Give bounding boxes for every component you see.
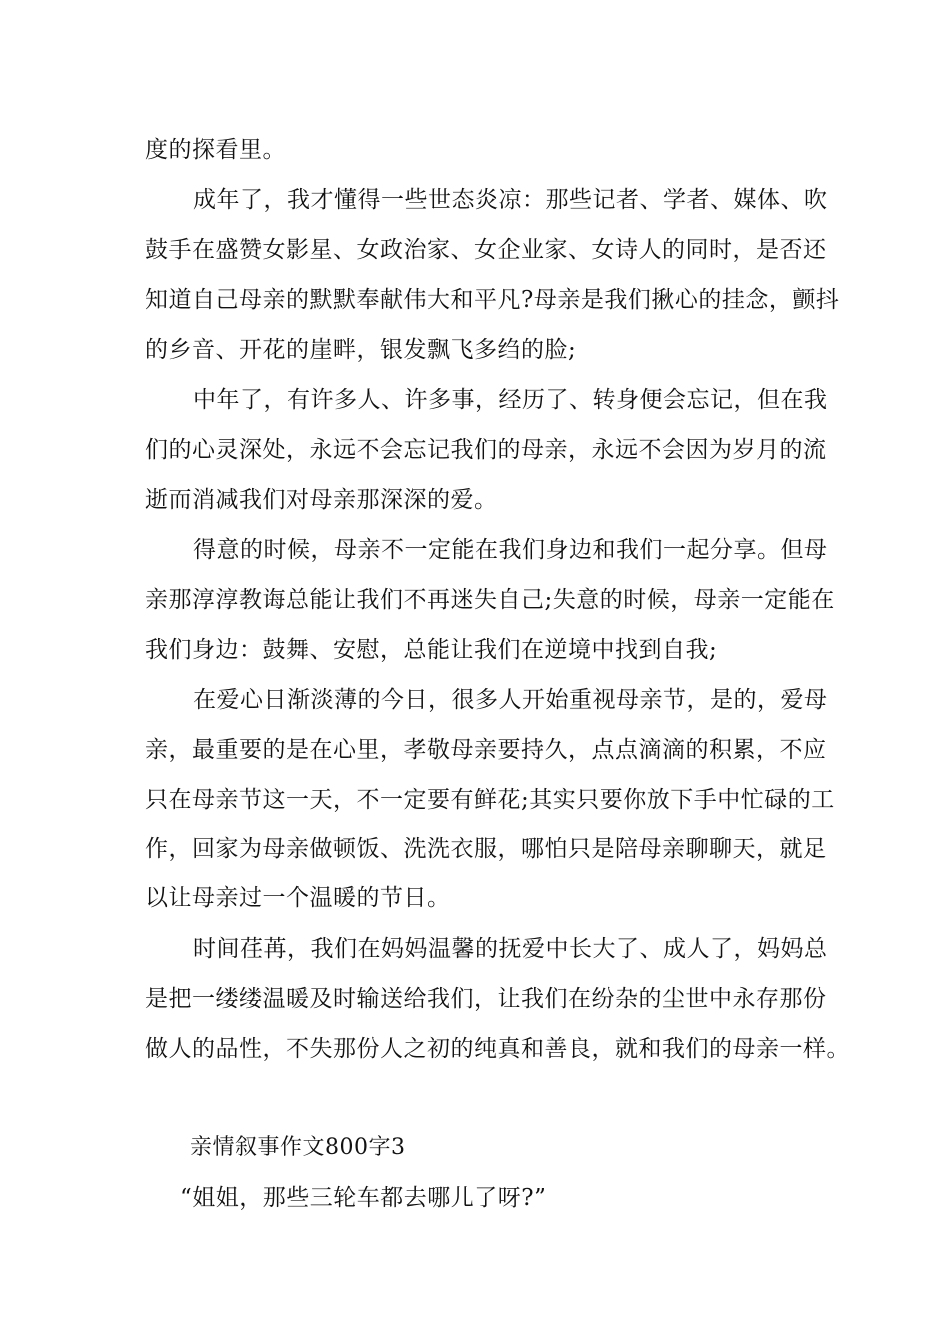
text-line: 亲，最重要的是在心里，孝敬母亲要持久，点点滴滴的积累，不应 (145, 737, 827, 763)
text-line: 鼓手在盛赞女影星、女政治家、女企业家、女诗人的同时，是否还 (145, 237, 827, 263)
section-heading: 亲情叙事作文800字3 (190, 1135, 406, 1160)
text-line: 逝而消减我们对母亲那深深的爱。 (145, 487, 498, 513)
text-line: 们的心灵深处，永远不会忘记我们的母亲，永远不会因为岁月的流 (145, 437, 827, 463)
text-line: 度的探看里。 (145, 137, 286, 163)
text-line: 作，回家为母亲做顿饭、洗洗衣服，哪怕只是陪母亲聊聊天，就足 (145, 836, 827, 862)
paragraph-start-line: 中年了，有许多人、许多事，经历了、转身便会忘记，但在我 (193, 387, 828, 413)
paragraph-start-line: 时间荏苒，我们在妈妈温馨的抚爱中长大了、成人了，妈妈总 (193, 936, 828, 962)
text-line: 亲那淳淳教诲总能让我们不再迷失自己;失意的时候，母亲一定能在 (145, 587, 835, 613)
text-line: 以让母亲过一个温暖的节日。 (145, 885, 451, 911)
paragraph-start-line: 在爱心日渐淡薄的今日，很多人开始重视母亲节，是的，爱母 (193, 687, 828, 713)
text-line: 只在母亲节这一天，不一定要有鲜花;其实只要你放下手中忙碌的工 (145, 787, 835, 813)
text-line: 是把一缕缕温暖及时输送给我们，让我们在纷杂的尘世中永存那份 (145, 986, 827, 1012)
paragraph-start-line: 成年了，我才懂得一些世态炎凉：那些记者、学者、媒体、吹 (193, 187, 828, 213)
text-line: 我们身边：鼓舞、安慰，总能让我们在逆境中找到自我; (145, 637, 718, 663)
dialogue-line: “姐姐，那些三轮车都去哪儿了呀?” (180, 1185, 547, 1211)
text-line: 做人的品性，不失那份人之初的纯真和善良，就和我们的母亲一样。 (145, 1036, 850, 1062)
text-line: 知道自己母亲的默默奉献伟大和平凡?母亲是我们揪心的挂念，颤抖 (145, 287, 840, 313)
text-line: 的乡音、开花的崖畔，银发飘飞多绉的脸; (145, 337, 577, 363)
paragraph-start-line: 得意的时候，母亲不一定能在我们身边和我们一起分享。但母 (193, 537, 828, 563)
